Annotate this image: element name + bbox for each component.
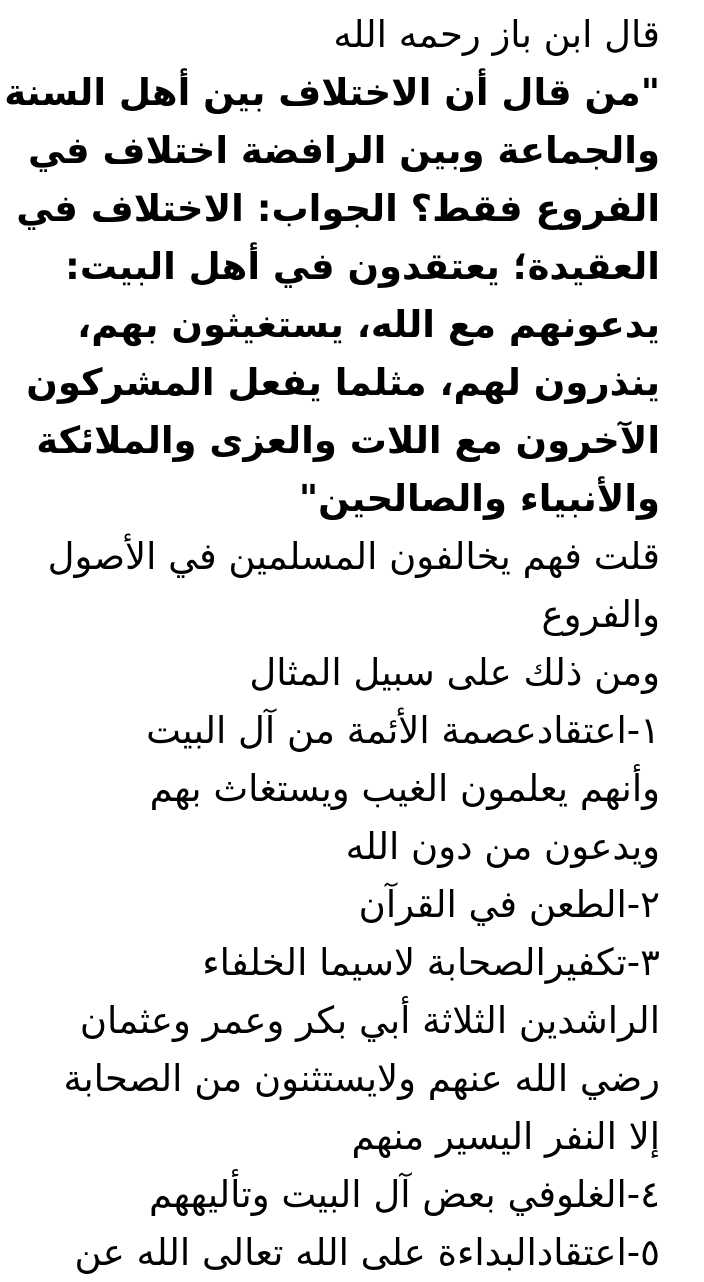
quote-line: الفروع فقط؟ الجواب: الاختلاف في — [16, 187, 660, 230]
quote-line: يدعونهم مع الله، يستغيثون بهم، — [77, 303, 660, 346]
quote-line: والأنبياء والصالحين" — [298, 477, 660, 520]
list-item-line: ٥-اعتقادالبداءة على الله تعالى الله عن — [74, 1231, 660, 1274]
quote-line: العقيدة؛ يعتقدون في أهل البيت: — [65, 245, 660, 288]
body-line: ومن ذلك على سبيل المثال — [249, 651, 660, 694]
body-line: قلت فهم يخالفون المسلمين في الأصول — [47, 535, 660, 578]
heading-line: قال ابن باز رحمه الله — [333, 13, 660, 56]
quote-line: "من قال أن الاختلاف بين أهل السنة — [4, 71, 660, 114]
quote-line: والجماعة وبين الرافضة اختلاف في — [27, 129, 660, 172]
list-item-line: ويدعون من دون الله — [345, 825, 660, 868]
list-item-line: ٣-تكفيرالصحابة لاسيما الخلفاء — [202, 941, 660, 984]
commentary-block — [40, 528, 660, 1282]
list-item-line: ٢-الطعن في القرآن — [358, 883, 660, 926]
quote-line: ينذرون لهم، مثلما يفعل المشركون — [26, 361, 660, 404]
quote-block — [4, 64, 660, 528]
list-item-line: إلا النفر اليسير منهم — [351, 1115, 660, 1158]
quote-line: الآخرون مع اللات والعزى والملائكة — [36, 419, 660, 462]
list-item-line: ١-اعتقادعصمة الأئمة من آل البيت — [146, 709, 660, 752]
list-item-line: رضي الله عنهم ولايستثنون من الصحابة — [63, 1057, 660, 1100]
list-item-line: الراشدين الثلاثة أبي بكر وعمر وعثمان — [79, 999, 660, 1042]
list-item-line: ٤-الغلوفي بعض آل البيت وتأليههم — [148, 1173, 660, 1216]
body-line: والفروع — [541, 593, 660, 636]
list-item-line: وأنهم يعلمون الغيب ويستغاث بهم — [149, 767, 660, 810]
